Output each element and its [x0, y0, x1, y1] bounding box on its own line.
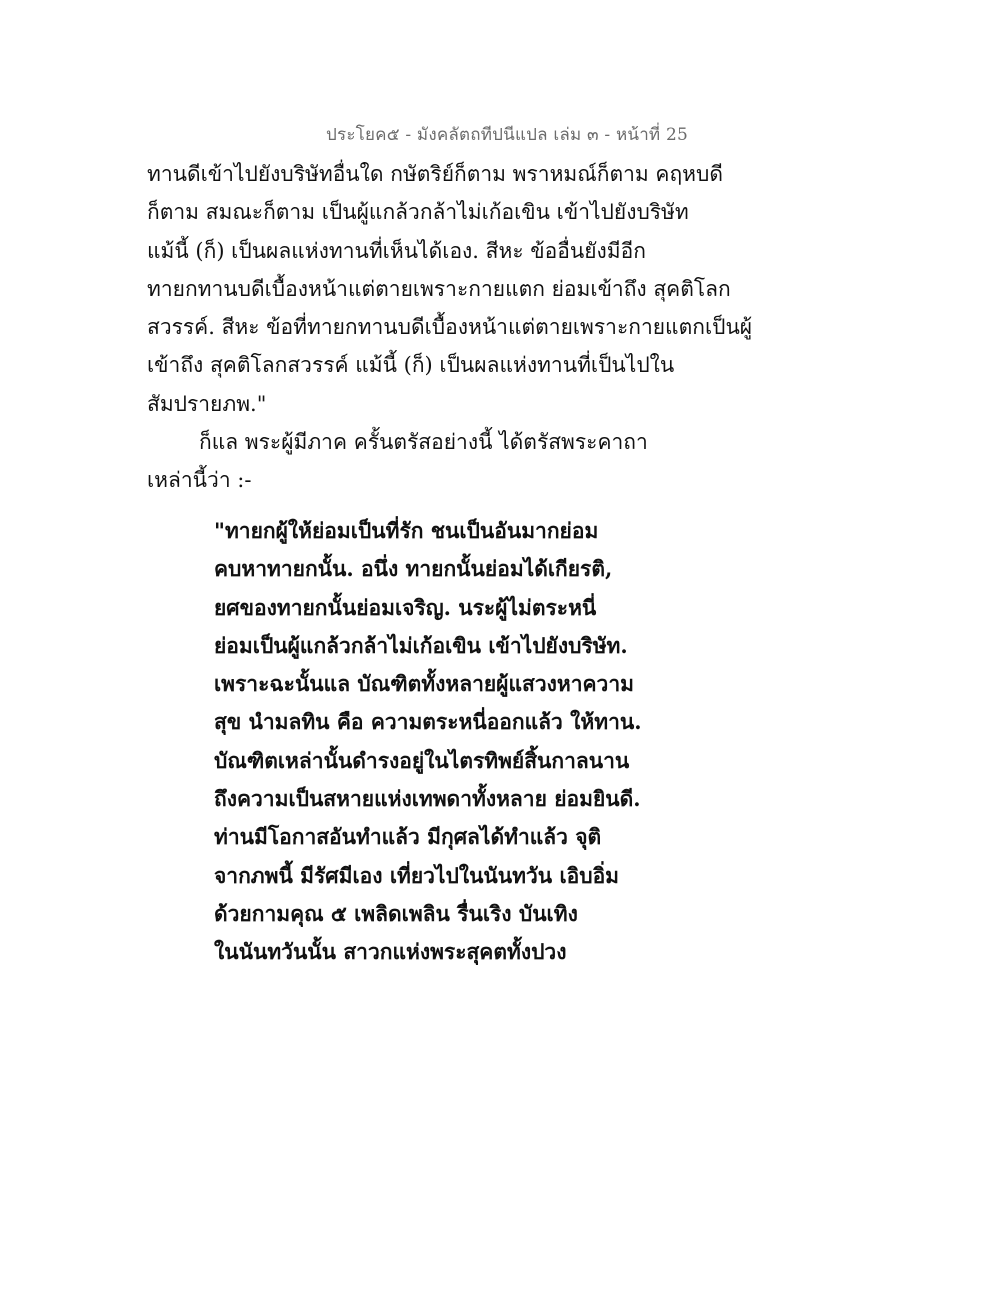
verse-line: บัณฑิตเหล่านั้นดำรงอยู่ในไตรทิพย์สิ้นกาลนาน [214, 747, 630, 773]
prose-line: เข้าถึง สุคติโลกสวรรค์ แม้นี้ (ก็) เป็นผลแห่งทานที่เป็นไปใน [147, 353, 675, 378]
verse-line: คบหาทายกนั้น. อนึ่ง ทายกนั้นย่อมได้เกียรติ, [214, 556, 613, 582]
prose-line: แม้นี้ (ก็) เป็นผลแห่งทานที่เห็นได้เอง. สีหะ ข้ออื่นยังมีอีก [147, 238, 646, 263]
prose-block [147, 155, 753, 500]
verse-line: ท่านมีโอกาสอันทำแล้ว มีกุศลได้ทำแล้ว จุติ [214, 824, 602, 850]
verse-line: ถึงความเป็นสหายแห่งเทพดาทั้งหลาย ย่อมยินดี. [214, 786, 641, 812]
running-header: ประโยค๕ - มังคลัตถทีปนีแปล เล่ม ๓ - หน้าที่ 25 [326, 125, 688, 145]
prose-line: สัมปรายภพ." [147, 391, 267, 416]
verse-line: จากภพนี้ มีรัศมีเอง เที่ยวไปในนันทวัน เอิบอิ่ม [214, 862, 620, 888]
verse-line: ด้วยกามคุณ ๕ เพลิดเพลิน รื่นเริง บันเทิง [214, 900, 578, 926]
verse-line: ในนันทวันนั้น สาวกแห่งพระสุคตทั้งปวง [214, 939, 567, 965]
verse-line: สุข นำมลทิน คือ ความตระหนี่ออกแล้ว ให้ทาน. [214, 709, 642, 735]
verse-line: เพราะฉะนั้นแล บัณฑิตทั้งหลายผู้แสวงหาความ [214, 671, 634, 697]
prose-line: ทานดีเข้าไปยังบริษัทอื่นใด กษัตริย์ก็ตาม พราหมณ์ก็ตาม คฤหบดี [147, 162, 723, 186]
prose-line: ก็ตาม สมณะก็ตาม เป็นผู้แกล้วกล้าไม่เก้อเขิน เข้าไปยังบริษัท [147, 200, 689, 225]
prose-line: ทายกทานบดีเบื้องหน้าแต่ตายเพราะกายแตก ย่อมเข้าถึง สุคติโลก [147, 276, 731, 301]
verse-block [214, 512, 774, 972]
verse-line: ย่อมเป็นผู้แกล้วกล้าไม่เก้อเขิน เข้าไปยังบริษัท. [214, 632, 628, 658]
verse-line: ยศของทายกนั้นย่อมเจริญ. นระผู้ไม่ตระหนี่ [214, 594, 597, 620]
prose-line: ก็แล พระผู้มีภาค ครั้นตรัสอย่างนี้ ได้ตรัสพระคาถา [199, 430, 648, 455]
prose-line: เหล่านี้ว่า :- [147, 468, 252, 493]
verse-line: "ทายกผู้ให้ย่อมเป็นที่รัก ชนเป็นอันมากย่อม [214, 518, 599, 543]
prose-line: สวรรค์. สีหะ ข้อที่ทายกทานบดีเบื้องหน้าแต่ตายเพราะกายแตกเป็นผู้ [147, 315, 753, 340]
